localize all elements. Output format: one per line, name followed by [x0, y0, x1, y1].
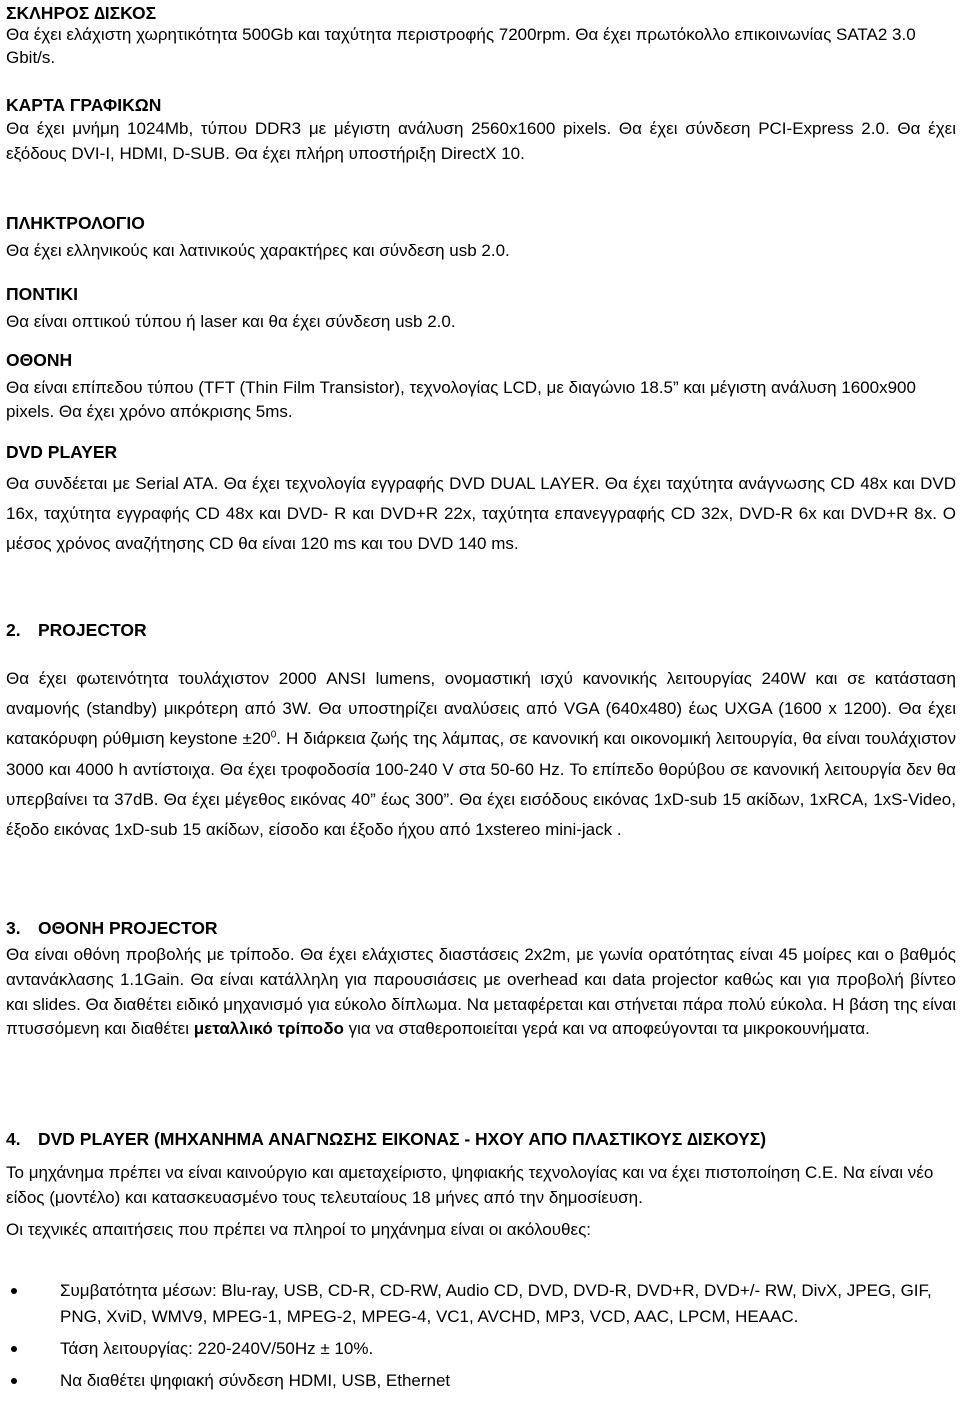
dvd-player-pc-text: Θα συνδέεται με Serial ATA. Θα έχει τεχνολογία εγγραφής DVD DUAL LAYER. Θα έχει ταχύτητα ανάγνωσης CD 48x και DVD 16x, ταχύτητα εγγραφής CD 48x και DVD- R και DVD+R 22x, ταχύτητα επανεγγραφής CD 32x, DVD-R 6x και DVD+R 8x. Ο μέσος χρόνος αναζήτησης CD θα είναι 120 ms και του DVD 140 ms.	[6, 474, 956, 553]
dvd-player-pc-section	[6, 441, 956, 559]
dvd-player-number: 4.	[6, 1129, 21, 1149]
projector-text-part-a: Θα έχει φωτεινότητα τουλάχιστον 2000 ANSI lumens, ονομαστική ισχύ κανονικής λειτουργίας 240W και σε κατάσταση αναμονής (standby) μικρότερη από 3W. Θα υποστηρίζει αναλύσεις από VGA (640x480) έως UXGA (1600 x 1200). Θα έχει κατακόρυφη ρύθμιση keystone ±20	[6, 669, 956, 749]
list-item-text: Συμβατότητα μέσων: Blu-ray, USB, CD-R, CD-RW, Audio CD, DVD, DVD-R, DVD+R, DVD+/- RW, DivX, JPEG, GIF, PNG, XviD, WMV9, MPEG-1, MPEG-2, MPEG-4, VC1, AVCHD, MP3, VCD, AAC, LPCM, HEAAC.	[60, 1281, 932, 1326]
mouse-section	[6, 283, 956, 334]
projector-screen-text-part-b: για να σταθεροποιείται γερά και να αποφεύγονται τα μικροκουνήματα.	[343, 1019, 870, 1039]
list-item	[6, 1336, 956, 1362]
list-item-text: Να διαθέτει ψηφιακή σύνδεση HDMI, USB, Ethernet	[60, 1371, 451, 1390]
dvd-player-pc-heading: DVD PLAYER	[6, 442, 118, 462]
graphics-card-section	[6, 94, 956, 167]
projector-section	[6, 619, 956, 845]
keyboard-text: Θα έχει ελληνικούς και λατινικούς χαρακτήρες και σύνδεση usb 2.0.	[6, 241, 510, 260]
monitor-heading: ΟΘΟΝΗ	[6, 350, 73, 370]
graphics-card-text: Θα έχει μνήμη 1024Mb, τύπου DDR3 με μέγιστη ανάλυση 2560x1600 pixels. Θα έχει σύνδεση PCI-Express 2.0. Θα έχει εξόδους DVI-I, HDMI, D-SUB. Θα έχει πλήρη υποστήριξη DirectX 10.	[6, 119, 956, 164]
projector-number: 2.	[6, 620, 21, 640]
mouse-heading: ΠΟΝΤΙΚΙ	[6, 284, 78, 304]
mouse-text: Θα είναι οπτικού τύπου ή laser και θα έχει σύνδεση usb 2.0.	[6, 312, 456, 331]
dvd-player-requirements-list	[6, 1278, 956, 1400]
projector-screen-text-part-a: Θα είναι οθόνη προβολής με τρίποδο. Θα έχει ελάχιστες διαστάσεις 2x2m, με γωνία ορατότητας είναι 45 μοίρες και ο βαθμός αντανάκλασης 1.1Gain. Θα είναι κατάλληλη για παρουσιάσεις με overhead και data projector καθώς και για προβολή βίντεο και slides. Θα διαθέτει ειδικό μηχανισμό για εύκολο δίπλωμα. Να μεταφέρεται και στήνεται πάρα πολύ εύκολα. Η βάση της είναι πτυσσόμενη και διαθέτει	[6, 945, 956, 1039]
list-item	[6, 1368, 956, 1394]
bullet-icon	[11, 1346, 17, 1352]
bullet-icon	[11, 1378, 17, 1384]
dvd-player-heading-row	[6, 1128, 956, 1150]
projector-text-part-b: . Η διάρκεια ζωής της λάμπας, σε κανονική και οικονομική λειτουργία, θα είναι τουλάχιστον 3000 και 4000 h αντίστοιχα. Θα έχει τροφοδοσία 100-240 V στα 50-60 Hz. Το επίπεδο θορύβου σε κανονική λειτουργία δεν θα υπερβαίνει τα 37dB. Θα έχει μέγεθος εικόνας 40” έως 300”. Θα έχει εισόδους εικόνας 1xD-sub 15 ακίδων, 1xRCA, 1xS-Video, έξοδο εικόνας 1xD-sub 15 ακίδων, είσοδο και έξοδο ήχου από 1xstereo mini-jack .	[6, 729, 956, 840]
projector-screen-heading-row	[6, 917, 956, 939]
dvd-player-heading: DVD PLAYER (ΜΗΧΑΝΗΜΑ ΑΝΑΓΝΩΣΗΣ ΕΙΚΟΝΑΣ - ΗΧΟΥ ΑΠΟ ΠΛΑΣΤΙΚΟΥΣ ∆ΙΣΚΟΥΣ)	[38, 1129, 767, 1149]
dvd-player-text: Το μηχάνημα πρέπει να είναι καινούργιο και αμεταχείριστο, ψηφιακής τεχνολογίας και να έχει πιστοποίηση C.E. Να είναι νέο είδος (μοντέλο) και κατασκευασμένο τους τελευταίους 18 μήνες από την δημοσίευση.	[6, 1163, 934, 1207]
projector-screen-text	[6, 943, 956, 1042]
keyboard-heading: ΠΛΗΚΤΡΟΛΟΓΙΟ	[6, 213, 145, 233]
projector-screen-number: 3.	[6, 918, 21, 938]
list-item-text: Τάση λειτουργίας: 220-240V/50Hz ± 10%.	[60, 1339, 374, 1358]
monitor-section	[6, 349, 956, 424]
projector-screen-heading: ΟΘΟΝΗ PROJECTOR	[38, 918, 218, 938]
monitor-text: Θα είναι επίπεδου τύπου (TFT (Thin Film Transistor), τεχνολογίας LCD, με διαγώνιο 18.5” και μέγιστη ανάλυση 1600x900 pixels. Θα έχει χρόνο απόκρισης 5ms.	[6, 378, 916, 421]
hard-disk-text: Θα έχει ελάχιστη χωρητικότητα 500Gb και ταχύτητα περιστροφής 7200rpm. Θα έχει πρωτόκολλο επικοινωνίας SATA2 3.0 Gbit/s.	[6, 25, 916, 67]
dvd-player-requirements-intro: Οι τεχνικές απαιτήσεις που πρέπει να πληροί το μηχάνημα είναι οι ακόλουθες:	[6, 1220, 592, 1239]
keyboard-section	[6, 212, 956, 263]
projector-heading: PROJECTOR	[38, 620, 147, 640]
graphics-card-heading: ΚΑΡΤΑ ΓΡΑΦΙΚΩΝ	[6, 95, 162, 115]
bullet-icon	[11, 1288, 17, 1294]
projector-screen-section	[6, 917, 956, 1042]
projector-heading-row	[6, 619, 956, 641]
hard-disk-section	[6, 2, 956, 69]
dvd-player-section	[6, 1128, 956, 1242]
list-item	[6, 1278, 956, 1330]
projector-degree-superscript: 0	[270, 729, 277, 741]
hard-disk-heading: ΣΚΛΗΡΟΣ ∆ΙΣΚΟΣ	[6, 3, 157, 23]
projector-text	[6, 664, 956, 845]
projector-screen-bold-text: μεταλλικό τρίποδο	[193, 1019, 344, 1039]
